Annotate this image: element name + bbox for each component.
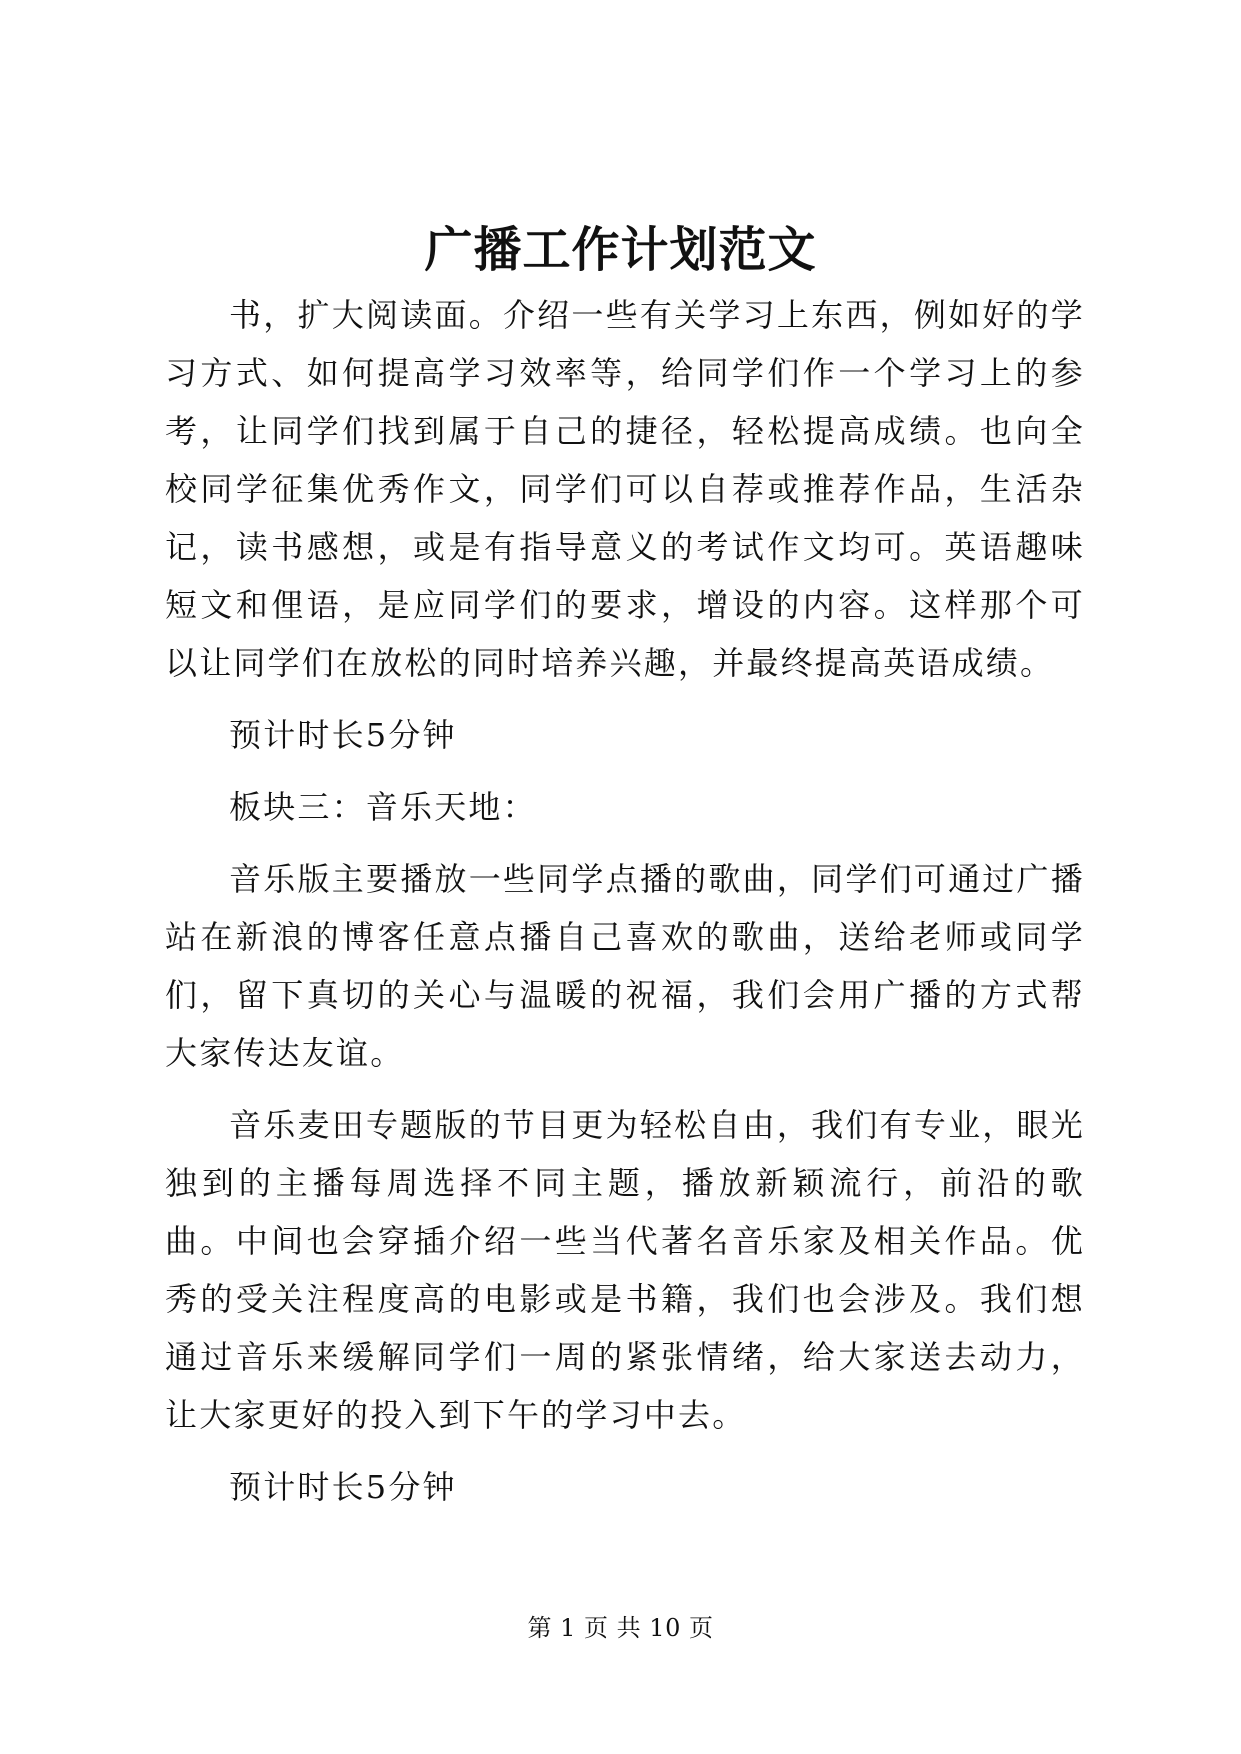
page-footer: 第 1 页 共 10 页 xyxy=(527,1614,714,1642)
paragraph-duration-2: 预计时长5分钟 xyxy=(229,1468,457,1506)
document-title: 广播工作计划范文 xyxy=(424,222,817,278)
paragraph-duration-1: 预计时长5分钟 xyxy=(229,716,457,754)
paragraph-reading-section: 书，扩大阅读面。介绍一些有关学习上东西，例如好的学习方式、如何提高学习效率等，给同学们作一个学习上的参考，让同学们找到属于自己的捷径，轻松提高成绩。也向全校同学征集优秀作文，同学们可以自荐或推荐作品，生活杂记，读书感想，或是有指导意义的考试作文均可。英语趣味短文和俚语，是应同学们的要求，增设的内容。这样那个可以让同学们在放松的同时培养兴趣，并最终提高英语成绩。 xyxy=(165,296,1085,682)
paragraph-music-field: 音乐麦田专题版的节目更为轻松自由，我们有专业，眼光独到的主播每周选择不同主题，播放新颖流行，前沿的歌曲。中间也会穿插介绍一些当代著名音乐家及相关作品。优秀的受关注程度高的电影或是书籍，我们也会涉及。我们想通过音乐来缓解同学们一周的紧张情绪，给大家送去动力，让大家更好的投入到下午的学习中去。 xyxy=(165,1106,1085,1434)
paragraph-music-request: 音乐版主要播放一些同学点播的歌曲，同学们可通过广播站在新浪的博客任意点播自己喜欢的歌曲，送给老师或同学们，留下真切的关心与温暖的祝福，我们会用广播的方式帮大家传达友谊。 xyxy=(165,860,1085,1072)
paragraph-section-three-heading: 板块三：音乐天地： xyxy=(229,788,537,826)
document-body xyxy=(165,286,1085,1530)
